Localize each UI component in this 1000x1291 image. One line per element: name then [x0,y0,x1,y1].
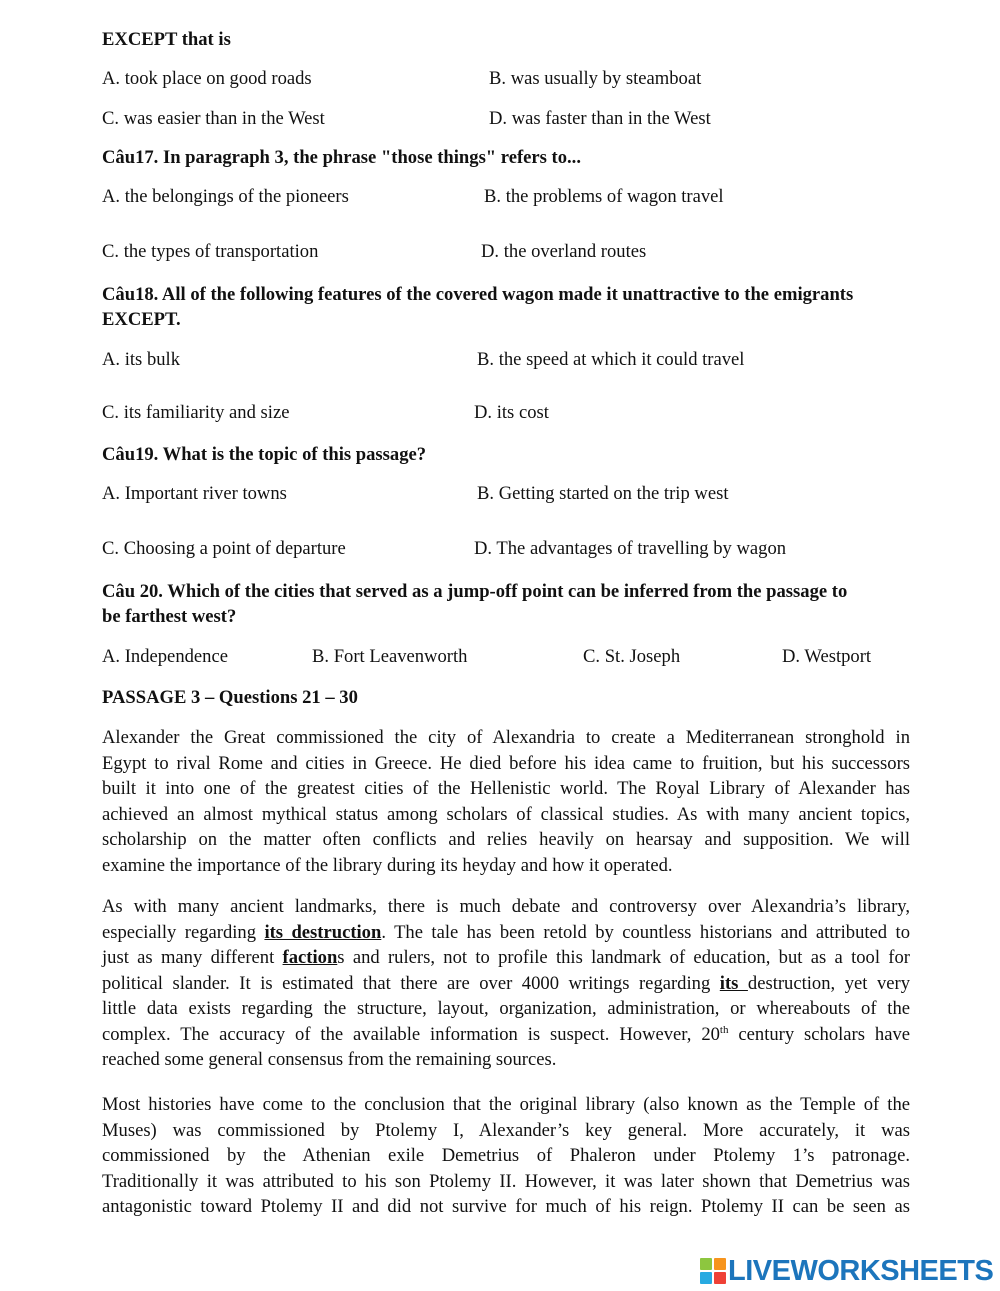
paragraph-line: Alexander the Great commissioned the city of Alexandria to create a Mediterranean stronghold in [102,727,910,748]
paragraph-line: antagonistic toward Ptolemy II and did not survive for much of his reign. Ptolemy II can be seen as [102,1196,910,1217]
text-run: century scholars have [728,1023,910,1045]
passage3-heading: PASSAGE 3 – Questions 21 – 30 [102,687,358,708]
q16-option-c: C. was easier than in the West [102,108,325,129]
q16-option-d: D. was faster than in the West [489,108,711,129]
paragraph-line [102,1022,910,1048]
logo-square-icon [714,1272,726,1284]
q20-option-d: D. Westport [782,646,872,667]
q16-option-b: B. was usually by steamboat [489,68,702,89]
passage3-paragraph-1 [102,725,910,878]
q20-option-b: B. Fort Leavenworth [312,646,468,667]
underlined-word-faction: faction [282,947,338,968]
logo-square-icon [714,1258,726,1270]
q17-option-b: B. the problems of wagon travel [484,186,724,207]
paragraph-line [102,971,910,997]
q20-option-c: C. St. Joseph [583,646,681,667]
text-run: especially regarding [102,921,265,943]
q20-stem-line2: be farthest west? [102,606,237,627]
q18-option-c: C. its familiarity and size [102,402,290,423]
paragraph-line: commissioned by the Athenian exile Demetrius of Phaleron under Ptolemy 1’s patronage. [102,1145,910,1166]
logo-text: LIVEWORKSHEETS [728,1255,994,1287]
q20-stem-line1: Câu 20. Which of the cities that served as a jump-off point can be inferred from the passage to [102,581,848,602]
q17-stem: Câu17. In paragraph 3, the phrase "those things" refers to... [102,147,581,168]
paragraph-line [102,945,910,971]
q20-option-a: A. Independence [102,646,228,667]
q19-stem: Câu19. What is the topic of this passage? [102,444,427,465]
text-run: political slander. It is estimated that there are over 4000 writings regarding [102,972,720,994]
paragraph-line: Most histories have come to the conclusion that the original library (also known as the Temple of the [102,1094,910,1115]
q19-option-b: B. Getting started on the trip west [477,483,729,504]
liveworksheets-logo-icon [700,1258,726,1284]
q18-stem-line1: Câu18. All of the following features of the covered wagon made it unattractive to the emigrants [102,284,854,305]
q16-stem-tail: EXCEPT that is [102,29,231,50]
text-run: just as many different [102,947,283,968]
passage3-paragraph-3 [102,1092,910,1220]
text-run: s and rulers, not to profile this landmark of education, but as a tool for [337,947,910,968]
text-run: complex. The accuracy of the available information is suspect. However, 20 [102,1023,720,1045]
paragraph-line: achieved an almost mythical status among scholars of classical studies. As with many ancient topics, [102,803,910,825]
q17-option-d: D. the overland routes [481,241,647,262]
underlined-phrase-its-destruction: its destruction [264,921,382,943]
q18-option-a: A. its bulk [102,349,180,370]
underlined-word-its: its [719,972,748,994]
paragraph-line: reached some general consensus from the remaining sources. [102,1049,557,1070]
logo-square-icon [700,1258,712,1270]
paragraph-line: Egypt to rival Rome and cities in Greece. He died before his idea came to fruition, but his successors [102,752,910,774]
q19-option-c: C. Choosing a point of departure [102,538,346,559]
logo-square-icon [700,1272,712,1284]
passage3-paragraph-2 [102,894,910,1073]
q16-option-a: A. took place on good roads [102,68,312,89]
q17-option-c: C. the types of transportation [102,241,319,262]
paragraph-line: little data exists regarding the structure, layout, organization, administration, or whereabouts of the [102,998,910,1019]
paragraph-line: examine the importance of the library during its heyday and how it operated. [102,854,673,876]
q19-option-d: D. The advantages of travelling by wagon [474,538,787,559]
q18-stem-line2: EXCEPT. [102,309,181,330]
paragraph-line: scholarship on the matter often conflicts and relies heavily on hearsay and supposition. We will [102,829,910,850]
q18-option-d: D. its cost [474,402,549,423]
q19-option-a: A. Important river towns [102,483,287,504]
paragraph-line: Traditionally it was attributed to his son Ptolemy II. However, it was later shown that Demetrius was [102,1170,910,1192]
text-run: destruction, yet very [747,972,910,994]
text-run: . The tale has been retold by countless historians and attributed to [381,921,910,943]
paragraph-line [102,920,910,946]
paragraph-line: As with many ancient landmarks, there is much debate and controversy over Alexandria’s library, [102,896,910,917]
paragraph-line: built it into one of the greatest cities of the Hellenistic world. The Royal Library of Alexander has [102,778,910,799]
q17-option-a: A. the belongings of the pioneers [102,186,349,207]
paragraph-line: Muses) was commissioned by Ptolemy I, Alexander’s key general. More accurately, it was [102,1119,910,1141]
q18-option-b: B. the speed at which it could travel [477,349,745,370]
superscript: th [719,1023,729,1036]
liveworksheets-logo[interactable] [700,1256,993,1286]
